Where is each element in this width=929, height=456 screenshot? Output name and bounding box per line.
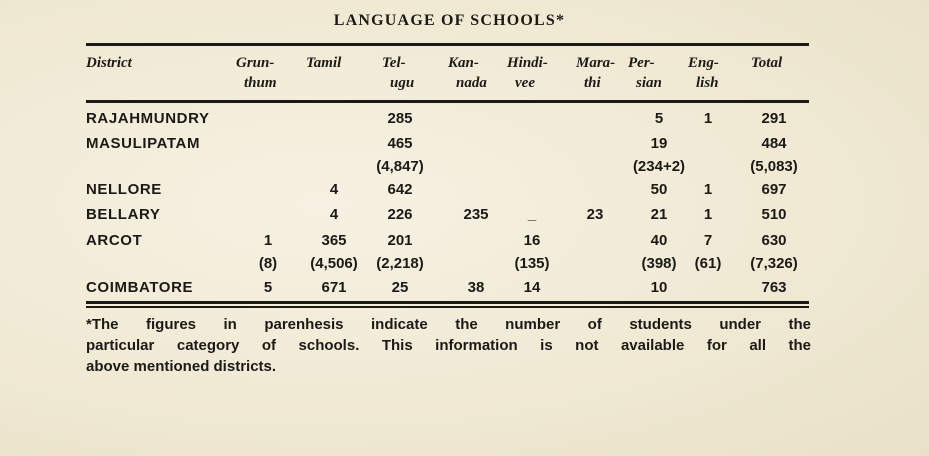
cell-telugu: (4,847) <box>376 158 424 175</box>
column-header-line: Eng- <box>688 55 719 71</box>
district-cell: RAJAHMUNDRY <box>86 110 210 127</box>
cell-english: 1 <box>703 181 713 198</box>
cell-telugu: 465 <box>387 135 413 152</box>
cell-total: 763 <box>761 279 787 296</box>
column-header-line: Mara- <box>576 55 616 71</box>
column-header-line: thi <box>584 75 601 91</box>
district-cell: ARCOT <box>86 232 143 249</box>
column-header-line: Kan- <box>448 55 479 71</box>
column-header-line: Tamil <box>306 55 342 71</box>
column-header-line: nada <box>456 75 487 91</box>
bottom-rule <box>86 301 809 304</box>
table-row <box>0 132 929 156</box>
column-header-telugu <box>382 53 414 93</box>
column-header-line: sian <box>636 75 662 91</box>
cell-total: 291 <box>761 110 787 127</box>
footnote-line: above mentioned districts. <box>86 358 277 375</box>
cell-english: 7 <box>703 232 713 249</box>
cell-tamil: (4,506) <box>310 255 358 272</box>
column-header-marathi <box>576 53 615 93</box>
column-header-line: Total <box>751 55 783 71</box>
cell-telugu: (2,218) <box>376 255 424 272</box>
cell-persian: (398) <box>641 255 677 272</box>
cell-total: 630 <box>761 232 787 249</box>
column-header-tamil <box>306 53 341 73</box>
cell-tamil: 671 <box>321 279 347 296</box>
cell-grunthum: 5 <box>263 279 273 296</box>
cell-tamil: 4 <box>329 206 339 223</box>
column-header-line: vee <box>515 75 535 91</box>
cell-telugu: 642 <box>387 181 413 198</box>
cell-english: 1 <box>703 110 713 127</box>
column-header-english <box>688 53 719 93</box>
cell-tamil: 365 <box>321 232 347 249</box>
table-title: LANGUAGE OF SCHOOLS* <box>333 12 566 29</box>
cell-persian: 10 <box>650 279 668 296</box>
district-cell: MASULIPATAM <box>86 135 201 152</box>
column-header-total <box>751 53 782 73</box>
cell-total: 484 <box>761 135 787 152</box>
column-header-district <box>86 53 132 73</box>
table-row <box>0 107 929 131</box>
cell-telugu: 285 <box>387 110 413 127</box>
cell-persian: 5 <box>654 110 664 127</box>
cell-hindivee: (135) <box>514 255 550 272</box>
cell-total: 697 <box>761 181 787 198</box>
top-rule <box>86 43 809 46</box>
column-header-line: Tel- <box>382 55 406 71</box>
cell-hindivee: 14 <box>523 279 541 296</box>
table-row <box>0 276 929 300</box>
cell-total: 510 <box>761 206 787 223</box>
cell-telugu: 226 <box>387 206 413 223</box>
cell-persian: 40 <box>650 232 668 249</box>
cell-persian: 50 <box>650 181 668 198</box>
district-cell: COIMBATORE <box>86 279 194 296</box>
column-header-line: Per- <box>628 55 655 71</box>
column-header-line: Hindi- <box>507 55 548 71</box>
footnote <box>86 314 811 377</box>
cell-kannada: 38 <box>467 279 485 296</box>
table-row <box>0 178 929 202</box>
cell-total: (7,326) <box>750 255 798 272</box>
cell-grunthum: (8) <box>258 255 278 272</box>
cell-persian: 19 <box>650 135 668 152</box>
column-header-kannada <box>448 53 487 93</box>
cell-kannada: 235 <box>463 206 489 223</box>
cell-persian: (234+2) <box>632 158 686 175</box>
cell-english: (61) <box>694 255 722 272</box>
table-row <box>0 155 929 179</box>
column-header-persian <box>628 53 662 93</box>
column-header-grunthum <box>236 53 277 93</box>
column-header-hindivee <box>507 53 548 93</box>
column-header-line: Grun- <box>236 55 275 71</box>
cell-telugu: 201 <box>387 232 413 249</box>
column-header-line: District <box>86 55 132 71</box>
cell-hindivee: 16 <box>523 232 541 249</box>
cell-english: 1 <box>703 206 713 223</box>
cell-grunthum: 1 <box>263 232 273 249</box>
table-row <box>0 229 929 253</box>
table-row <box>0 252 929 276</box>
district-cell: NELLORE <box>86 181 162 198</box>
footnote-line: particular category of schools. This information is not available for all the <box>86 337 811 354</box>
cell-marathi: 23 <box>586 206 604 223</box>
cell-persian: 21 <box>650 206 668 223</box>
cell-hindivee: _ <box>527 206 537 223</box>
header-rule <box>86 100 809 103</box>
footnote-line: *The figures in parenhesis indicate the number of students under the <box>86 316 811 333</box>
column-header-line: thum <box>244 75 277 91</box>
column-header-line: ugu <box>390 75 415 91</box>
cell-total: (5,083) <box>750 158 798 175</box>
column-header-line: lish <box>696 75 719 91</box>
table-row <box>0 203 929 227</box>
cell-telugu: 25 <box>391 279 409 296</box>
cell-tamil: 4 <box>329 181 339 198</box>
district-cell: BELLARY <box>86 206 161 223</box>
bottom-rule-2 <box>86 306 809 308</box>
